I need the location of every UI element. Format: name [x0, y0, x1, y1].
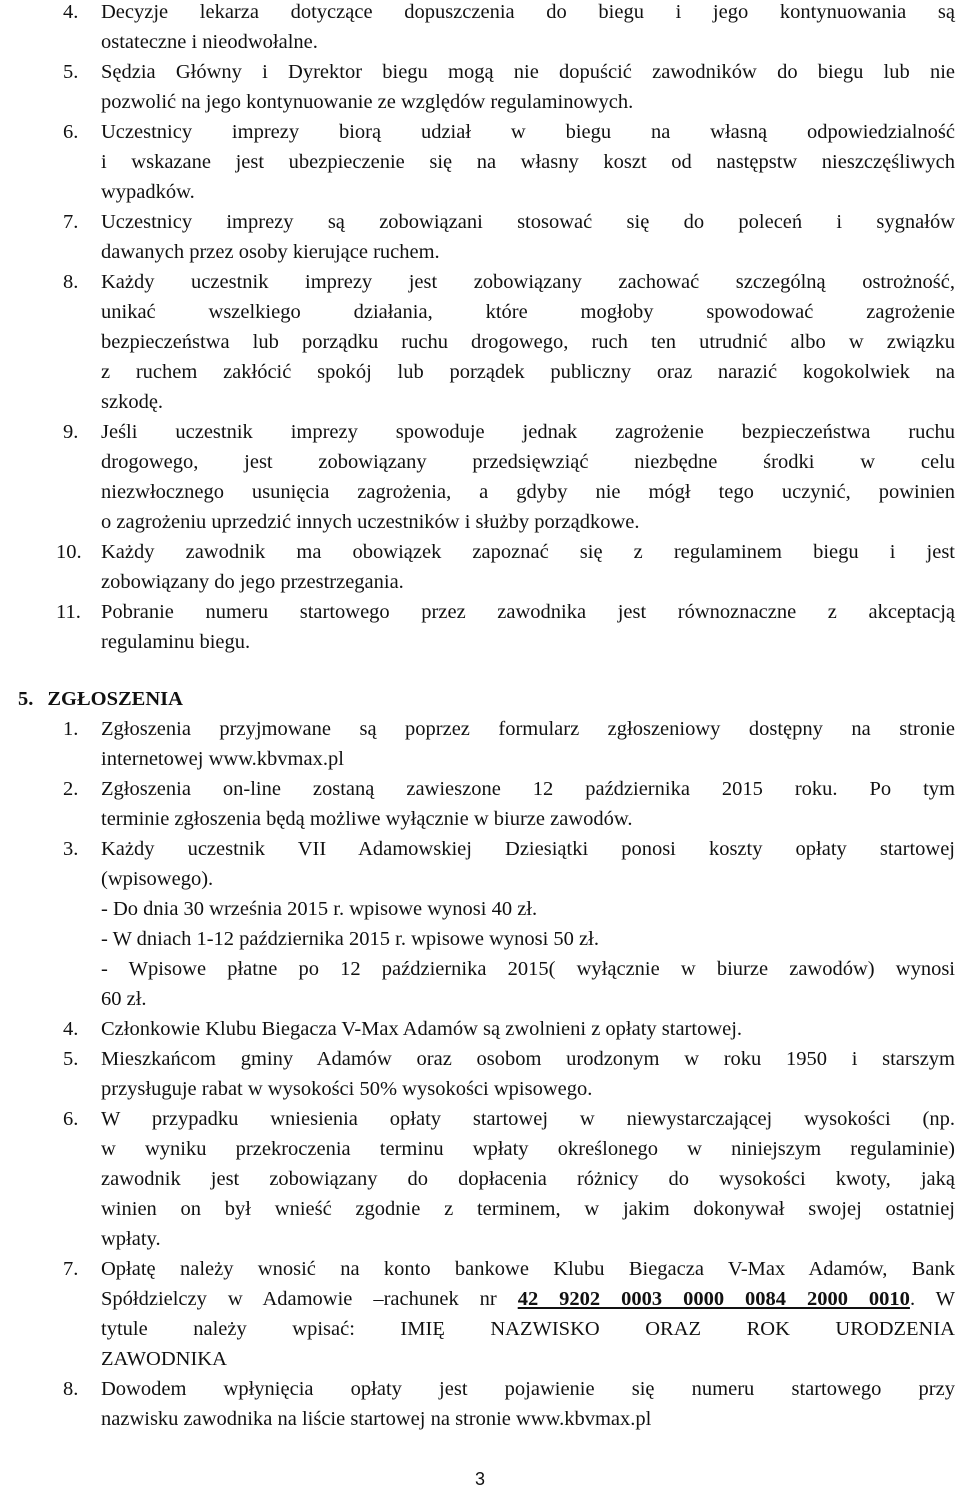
item-text-line: Pobranie numeru startowego przez zawodnika jest równoznaczne z akceptacją [101, 601, 955, 623]
item-text-line: W przypadku wniesienia opłaty startowej w niewystarczającej wysokości (np. [101, 1108, 955, 1130]
item-text-line: internetowej www.kbvmax.pl [101, 748, 344, 770]
item-text-line: Uczestnicy imprezy są zobowiązani stosować się do poleceń i sygnałów [101, 211, 955, 233]
item-text-line: nazwisku zawodnika na liście startowej na stronie www.kbvmax.pl [101, 1408, 652, 1430]
item-text-line: wpłaty. [101, 1228, 161, 1250]
section-number: 5. [18, 688, 34, 710]
item-text-line: dawanych przez osoby kierujące ruchem. [101, 241, 440, 263]
account-label-text: Spółdzielczy w Adamowie –rachunek nr [101, 1288, 518, 1310]
item-text-line: zawodnik jest zobowiązany do dopłacenia różnicy do wysokości kwoty, jaką [101, 1168, 955, 1190]
item-text-line: i wskazane jest ubezpieczenie się na własny koszt od następstw nieszczęśliwych [101, 151, 955, 173]
item-text-line: unikać wszelkiego działania, które mogłoby spowodować zagrożenie [101, 301, 955, 323]
item-text-line: z ruchem zakłócić spokój lub porządek publiczny oraz narazić kogokolwiek na [101, 361, 955, 383]
item-text-line: terminie zgłoszenia będą możliwe wyłącznie w biurze zawodów. [101, 808, 633, 830]
item-text-line: tytule należy wpisać: IMIĘ NAZWISKO ORAZ ROK URODZENIA [101, 1318, 955, 1340]
item-text-line: Członkowie Klubu Biegacza V-Max Adamów są zwolnieni z opłaty startowej. [101, 1018, 743, 1040]
item-text-line: Dowodem wpłynięcia opłaty jest pojawienie się numeru startowego przy [101, 1378, 955, 1400]
item-text-line: wypadków. [101, 181, 195, 203]
item-text-line: (wpisowego). [101, 868, 214, 890]
item-text-line [101, 1284, 955, 1314]
item-text-line: szkodę. [101, 391, 164, 413]
item-text-line: Sędzia Główny i Dyrektor biegu mogą nie dopuścić zawodników do biegu lub nie [101, 61, 955, 83]
item-text-line: - Do dnia 30 września 2015 r. wpisowe wynosi 40 zł. [101, 898, 538, 920]
item-number: 1. [63, 718, 79, 740]
item-text-line: Decyzje lekarza dotyczące dopuszczenia do biegu i jego kontynuowania są [101, 1, 955, 23]
item-number: 8. [63, 1378, 79, 1400]
item-number: 5. [63, 1048, 79, 1070]
item-number: 5. [63, 61, 79, 83]
item-text-line: Zgłoszenia przyjmowane są poprzez formularz zgłoszeniowy dostępny na stronie [101, 718, 955, 740]
item-number: 3. [63, 838, 79, 860]
item-text-line: ostateczne i nieodwołalne. [101, 31, 318, 53]
item-text-line: - W dniach 1-12 października 2015 r. wpisowe wynosi 50 zł. [101, 928, 599, 950]
item-text-line: regulaminu biegu. [101, 631, 251, 653]
item-text-line: Każdy uczestnik imprezy jest zobowiązany zachować szczególną ostrożność, [101, 271, 955, 293]
item-number: 6. [63, 1108, 79, 1130]
item-number: 7. [63, 211, 79, 233]
item-number: 9. [63, 421, 79, 443]
bank-account-number: 42 9202 0003 0000 0084 2000 0010 [517, 1288, 910, 1310]
item-text-line: 60 zł. [101, 988, 147, 1010]
item-number: 8. [63, 271, 79, 293]
item-text-line: - Wpisowe płatne po 12 października 2015( wyłącznie w biurze zawodów) wynosi [101, 958, 955, 980]
section-title: ZGŁOSZENIA [47, 688, 183, 710]
item-text-line: ZAWODNIKA [101, 1348, 227, 1370]
item-text-line: przysługuje rabat w wysokości 50% wysokości wpisowego. [101, 1078, 593, 1100]
item-text-line: zobowiązany do jego przestrzegania. [101, 571, 404, 593]
item-text-line: niezwłocznego usunięcia zagrożenia, a gdyby nie mógł tego uczynić, powinien [101, 481, 955, 503]
item-number: 2. [63, 778, 79, 800]
page-number: 3 [474, 1469, 485, 1489]
item-number: 7. [63, 1258, 79, 1280]
item-text-line: o zagrożeniu uprzedzić innych uczestników i służby porządkowe. [101, 511, 640, 533]
item-text-line: bezpieczeństwa lub porządku ruchu drogowego, ruch ten utrudnić albo w związku [101, 331, 955, 353]
item-text-line: w wyniku przekroczenia terminu wpłaty określonego w niniejszym regulaminie) [101, 1138, 955, 1160]
item-text-line: Każdy zawodnik ma obowiązek zapoznać się z regulaminem biegu i jest [101, 541, 955, 563]
item-text-line: pozwolić na jego kontynuowanie ze względów regulaminowych. [101, 91, 634, 113]
item-number: 4. [63, 1018, 79, 1040]
section-heading [18, 684, 183, 714]
item-number: 6. [63, 121, 79, 143]
item-text-line: drogowego, jest zobowiązany przedsięwziąć niezbędne środki w celu [101, 451, 955, 473]
item-text-line: Jeśli uczestnik imprezy spowoduje jednak zagrożenie bezpieczeństwa ruchu [101, 421, 955, 443]
item-number: 10. [56, 541, 82, 563]
item-text-line: winien on był wnieść zgodnie z terminem, w jakim dokonywał swojej ostatniej [101, 1198, 955, 1220]
item-text-line: Opłatę należy wnosić na konto bankowe Klubu Biegacza V-Max Adamów, Bank [101, 1258, 955, 1280]
item-text-line: Zgłoszenia on-line zostaną zawieszone 12 października 2015 roku. Po tym [101, 778, 955, 800]
item-text-line: Uczestnicy imprezy biorą udział w biegu na własną odpowiedzialność [101, 121, 955, 143]
item-number: 4. [63, 1, 79, 23]
account-trailing-text: . W [909, 1288, 955, 1310]
item-number: 11. [56, 601, 81, 623]
item-text-line: Każdy uczestnik VII Adamowskiej Dziesiątki ponosi koszty opłaty startowej [101, 838, 955, 860]
item-text-line: Mieszkańcom gminy Adamów oraz osobom urodzonym w roku 1950 i starszym [101, 1048, 955, 1070]
